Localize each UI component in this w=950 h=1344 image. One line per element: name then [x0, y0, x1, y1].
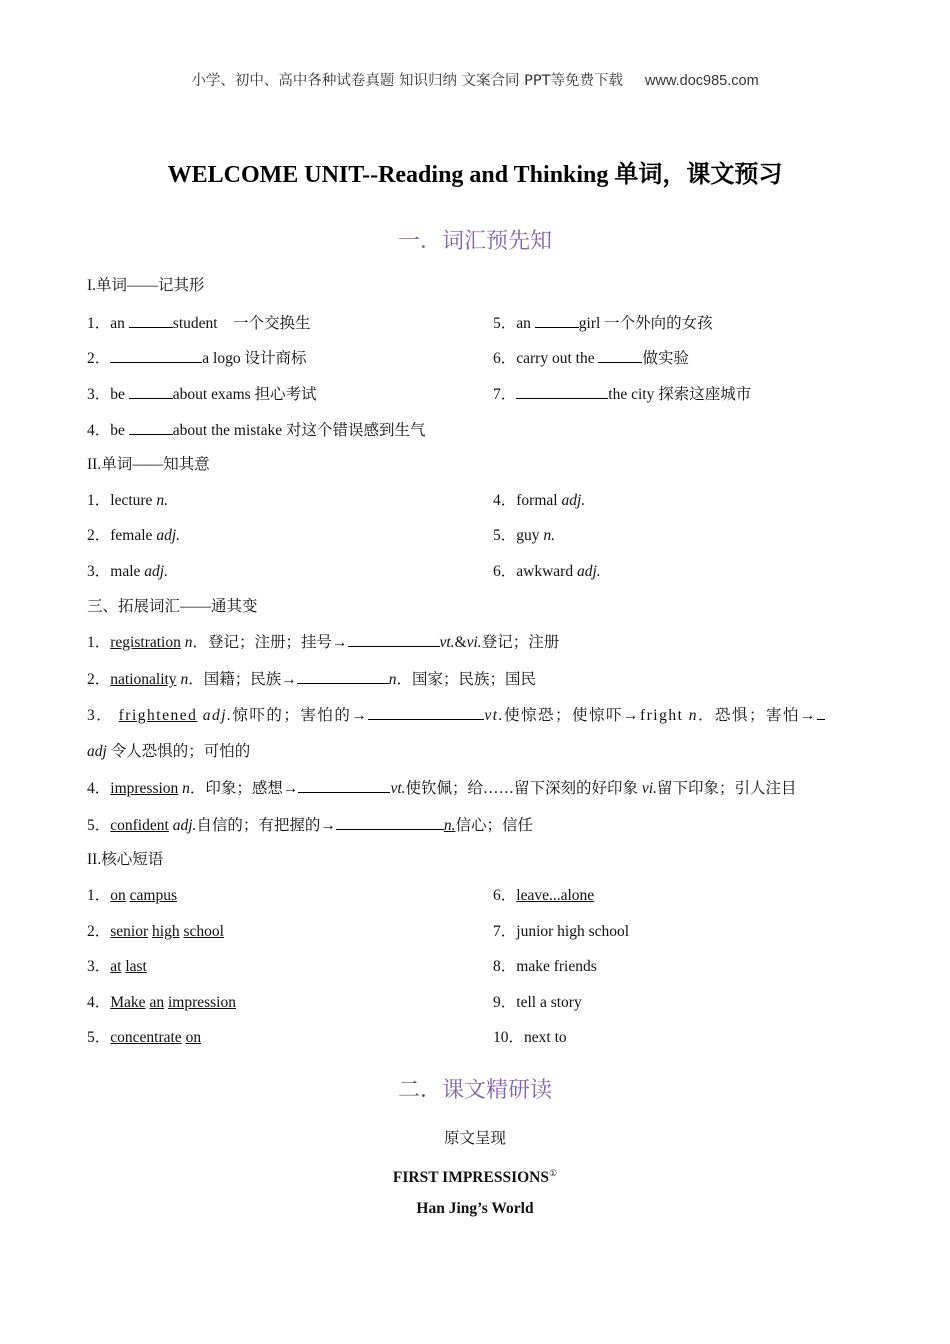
answer-blank[interactable]: [368, 705, 484, 720]
part3-heading: 三、拓展词汇——通其变: [87, 598, 258, 615]
part2-heading: II.单词——知其意: [87, 456, 210, 473]
part2-item-4: 4．formal adj.: [493, 492, 586, 509]
footnote-mark[interactable]: ①: [548, 1168, 558, 1178]
answer-blank[interactable]: [298, 778, 390, 793]
part2-item-3: 3．male adj.: [87, 563, 168, 580]
part2-item-6: 6．awkward adj.: [493, 563, 601, 580]
section-1-label: 词汇预先知: [442, 229, 553, 254]
section-2-num: 二．: [397, 1078, 442, 1103]
part1-heading: I.单词——记其形: [87, 277, 205, 294]
part2-item-5: 5．guy n.: [493, 527, 556, 544]
part2-item-2: 2．female adj.: [87, 527, 180, 544]
site-header: [0, 69, 950, 90]
part4-heading: II.核心短语: [87, 851, 164, 868]
page-title: WELCOME UNIT--Reading and Thinking 单词，课文预习: [167, 162, 783, 188]
part1-item-5: 5．an girl 一个外向的女孩: [493, 315, 713, 332]
part1-item-7: 7． the city 探索这座城市: [493, 386, 752, 403]
text-title: [0, 1163, 950, 1188]
answer-blank[interactable]: [297, 669, 389, 684]
part3-item-1: 1．registration n．登记；注册；挂号→ vt.&vi.登记；注册: [87, 634, 560, 651]
text-subtitle: Han Jing’s World: [416, 1200, 534, 1217]
answer-blank[interactable]: [129, 384, 173, 399]
answer-blank[interactable]: [336, 815, 444, 830]
header-text: 小学、初中、高中各种试卷真题 知识归纳 文案合同 PPT等免费下载: [191, 73, 624, 89]
answer-blank[interactable]: [598, 348, 642, 363]
answer-blank[interactable]: [817, 705, 825, 720]
answer-blank[interactable]: [129, 313, 173, 328]
text-label: 原文呈现: [443, 1130, 506, 1147]
section-2-label: 课文精研读: [442, 1078, 553, 1103]
part3-item-3: 3． frightened adj.惊吓的；害怕的→ vt.使惊恐；使惊吓→fright n．恐惧；害怕→: [87, 705, 825, 726]
part1-item-2: 2． a logo 设计商标: [87, 350, 307, 367]
part1-item-1: 1．an student 一个交换生: [87, 315, 311, 332]
header-url[interactable]: www.doc985.com: [645, 73, 759, 89]
phrase-item-10: 10．next to: [493, 1029, 567, 1046]
answer-blank[interactable]: [129, 420, 173, 435]
phrase-item-1: 1．on campus: [87, 887, 177, 904]
part3-item-2: 2．nationality n．国籍；民族→ n．国家；民族；国民: [87, 671, 536, 688]
phrase-item-2: 2．senior high school: [87, 923, 224, 940]
phrase-item-5: 5．concentrate on: [87, 1029, 202, 1046]
phrase-item-7: 7．junior high school: [493, 923, 630, 940]
answer-blank[interactable]: [348, 632, 440, 647]
phrase-item-3: 3．at last: [87, 958, 147, 975]
part1-item-4: 4．be about the mistake 对这个错误感到生气: [87, 422, 426, 439]
answer-blank[interactable]: [110, 348, 202, 363]
part1-item-6: 6．carry out the 做实验: [493, 350, 689, 367]
section-heading-1: [0, 224, 950, 255]
phrase-item-9: 9．tell a story: [493, 994, 582, 1011]
phrase-item-6: 6．leave...alone: [493, 887, 595, 904]
part2-item-1: 1．lecture n.: [87, 492, 168, 509]
answer-blank[interactable]: [516, 384, 608, 399]
section-heading-2: [0, 1073, 950, 1104]
part3-item-3-cont: adj 令人恐惧的；可怕的: [87, 743, 251, 760]
phrase-item-8: 8．make friends: [493, 958, 597, 975]
answer-blank[interactable]: [535, 313, 579, 328]
phrase-item-4: 4．Make an impression: [87, 994, 236, 1011]
text-title-main: FIRST IMPRESSIONS: [392, 1169, 549, 1187]
section-1-num: 一．: [397, 229, 442, 254]
part3-item-4: 4．impression n．印象；感想→ vt.使钦佩；给……留下深刻的好印象 vi.留下印象；引人注目: [87, 780, 797, 797]
part3-item-5: 5．confident adj.自信的；有把握的→ n.信心；信任: [87, 817, 534, 834]
part1-item-3: 3．be about exams 担心考试: [87, 386, 317, 403]
